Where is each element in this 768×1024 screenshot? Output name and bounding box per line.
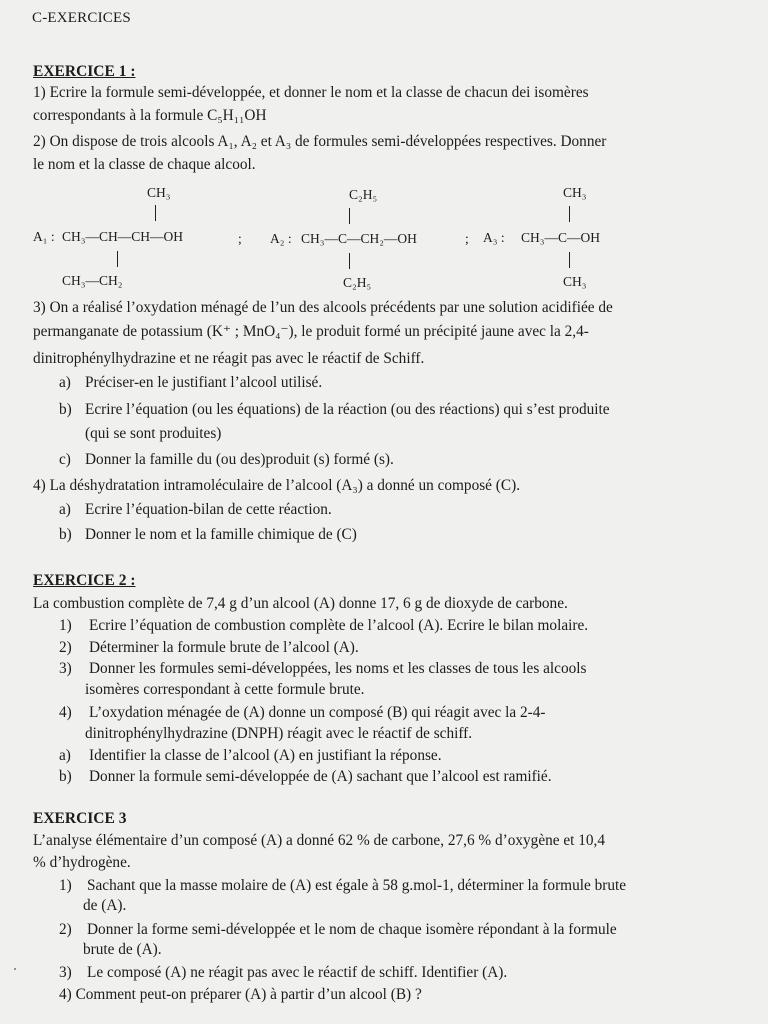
a2-top-bond [349, 208, 350, 224]
ex3-item-3-marker: 3) [59, 964, 72, 981]
ex1-q3-item-b-marker: b) [59, 401, 72, 418]
a2-label: A₂ : [270, 231, 292, 246]
ex3-item-2-marker: 2) [59, 921, 72, 938]
ex2-item-b: Donner la formule semi-développée de (A) sachant que l’alcool est ramifié. [89, 768, 552, 785]
ex1-q4-item-b-marker: b) [59, 526, 72, 543]
ex1-q4-item-a-marker: a) [59, 501, 71, 518]
a3-main-chain: CH₃—C—OH [521, 230, 600, 245]
ex2-item-a: Identifier la classe de l’alcool (A) en justifiant la réponse. [89, 747, 442, 764]
a1-bottom-substituent: CH₃—CH₂ [62, 273, 123, 288]
a2-bottom-substituent: C₂H₅ [343, 275, 372, 290]
ex2-item-1: Ecrire l’équation de combustion complète de l’alcool (A). Ecrire le bilan molaire. [89, 617, 589, 634]
formula-separator-2: ; [465, 231, 469, 246]
ex1-q2-line1: 2) On dispose de trois alcools A₁, A₂ et A₃ de formules semi-développées respectives. Donner [33, 133, 607, 150]
ex1-q3-line3: dinitrophénylhydrazine et ne réagit pas avec le réactif de Schiff. [33, 350, 425, 367]
exercise-2-title: EXERCICE 2 : [33, 572, 136, 589]
ex1-q3-item-a-marker: a) [59, 374, 71, 391]
a2-bottom-bond [349, 253, 350, 269]
stray-mark [14, 968, 16, 970]
a1-top-bond [155, 205, 156, 221]
a3-bottom-bond [569, 252, 570, 268]
ex2-item-3-line2: isomères correspondant à cette formule brute. [85, 681, 365, 698]
ex2-item-4-marker: 4) [59, 704, 72, 721]
ex1-q3-item-b-line2: (qui se sont produites) [85, 425, 222, 442]
ex1-q2-line2: le nom et la classe de chaque alcool. [33, 156, 256, 173]
ex2-item-b-marker: b) [59, 768, 72, 785]
ex1-q3-line2: permanganate de potassium (K⁺ ; MnO₄⁻), le produit formé un précipité jaune avec la 2,4- [33, 323, 589, 340]
ex3-item-1-marker: 1) [59, 877, 72, 894]
ex3-item-2-line1: Donner la forme semi-développée et le nom de chaque isomère répondant à la formule [87, 921, 617, 938]
ex3-intro-line1: L’analyse élémentaire d’un composé (A) a donné 62 % de carbone, 27,6 % d’oxygène et 10,4 [33, 832, 606, 849]
ex1-q3-item-c: Donner la famille du (ou des)produit (s) formé (s). [85, 451, 394, 468]
a3-top-substituent: CH₃ [563, 185, 587, 200]
a1-bottom-bond [117, 251, 118, 267]
section-title: C-EXERCICES [32, 10, 131, 26]
ex1-q1-line1: 1) Ecrire la formule semi-développée, et donner le nom et la classe de chacun dei isomères [33, 84, 589, 101]
ex1-q3-item-a: Préciser-en le justifiant l’alcool utilisé. [85, 374, 323, 391]
ex1-q4-line: 4) La déshydratation intramoléculaire de l’alcool (A₃) a donné un composé (C). [33, 477, 521, 494]
ex1-q3-item-b-line1: Ecrire l’équation (ou les équations) de la réaction (ou des réactions) qui s’est produite [85, 401, 610, 418]
ex1-q3-item-c-marker: c) [59, 451, 71, 468]
a3-top-bond [569, 206, 570, 222]
ex3-item-1-line1: Sachant que la masse molaire de (A) est égale à 58 g.mol-1, déterminer la formule brute [87, 877, 627, 894]
ex3-intro-line2: % d’hydrogène. [33, 854, 131, 871]
ex3-item-1-line2: de (A). [83, 897, 127, 914]
exercise-3-title: EXERCICE 3 [33, 810, 127, 827]
formula-separator-1: ; [238, 231, 242, 246]
ex3-q4-line: 4) Comment peut-on préparer (A) à partir d’un alcool (B) ? [59, 986, 422, 1003]
a2-top-substituent: C₂H₅ [349, 187, 378, 202]
a1-label: A₁ : [33, 229, 55, 244]
ex2-intro: La combustion complète de 7,4 g d’un alcool (A) donne 17, 6 g de dioxyde de carbone. [33, 595, 568, 612]
exercise-1-title: EXERCICE 1 : [33, 63, 136, 80]
ex2-item-3-marker: 3) [59, 660, 72, 677]
ex2-item-2: Déterminer la formule brute de l’alcool (A). [89, 639, 359, 656]
a3-label: A₃ : [483, 230, 505, 245]
ex2-item-4-line2: dinitrophénylhydrazine (DNPH) réagit avec le réactif de schiff. [85, 725, 473, 742]
ex3-item-2-line2: brute de (A). [83, 941, 162, 958]
ex2-item-4-line1: L’oxydation ménagée de (A) donne un composé (B) qui réagit avec la 2-4- [89, 704, 546, 721]
ex3-item-3: Le composé (A) ne réagit pas avec le réactif de schiff. Identifier (A). [87, 964, 508, 981]
ex1-q3-line1: 3) On a réalisé l’oxydation ménagé de l’un des alcools précédents par une solution acidifiée de [33, 299, 613, 316]
ex1-q1-line2: correspondants à la formule C₅H₁₁OH [33, 107, 267, 124]
ex2-item-1-marker: 1) [59, 617, 72, 634]
a1-main-chain: CH₃—CH—CH—OH [62, 229, 183, 244]
ex2-item-a-marker: a) [59, 747, 71, 764]
a2-main-chain: CH₃—C—CH₂—OH [301, 231, 417, 246]
ex1-q4-item-a: Ecrire l’équation-bilan de cette réaction. [85, 501, 332, 518]
ex1-q4-item-b: Donner le nom et la famille chimique de (C) [85, 526, 357, 543]
a3-bottom-substituent: CH₃ [563, 274, 587, 289]
ex2-item-2-marker: 2) [59, 639, 72, 656]
a1-top-substituent: CH₃ [147, 185, 171, 200]
ex2-item-3-line1: Donner les formules semi-développées, les noms et les classes de tous les alcools [89, 660, 587, 677]
